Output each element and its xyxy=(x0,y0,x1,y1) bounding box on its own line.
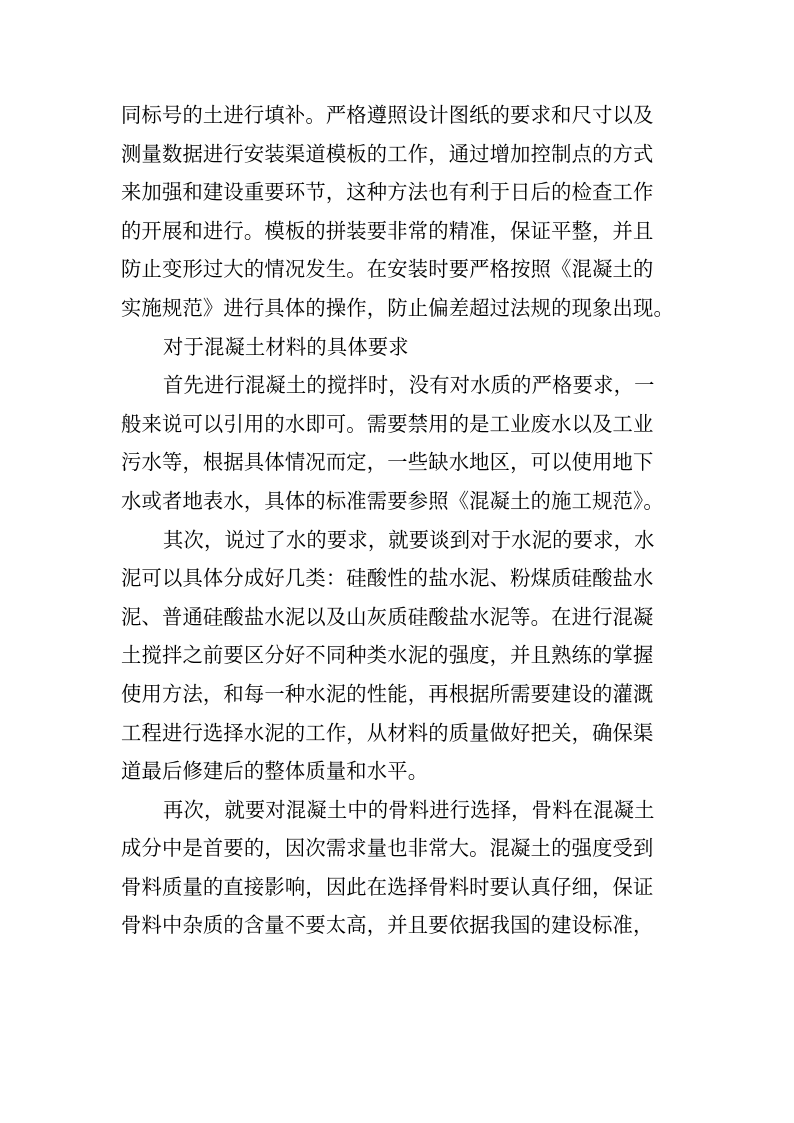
text-line: 般来说可以引用的水即可。需要禁用的是工业废水以及工业 xyxy=(121,411,654,436)
text-line: 再次，就要对混凝土中的骨料进行选择，骨料在混凝土 xyxy=(163,797,655,822)
text-line: 泥可以具体分成好几类：硅酸性的盐水泥、粉煤质硅酸盐水 xyxy=(121,566,654,591)
text-line: 成分中是首要的，因次需求量也非常大。混凝土的强度受到 xyxy=(121,836,654,861)
text-line: 骨料质量的直接影响，因此在选择骨料时要认真仔细，保证 xyxy=(121,874,654,899)
text-line: 的开展和进行。模板的拼装要非常的精准，保证平整，并且 xyxy=(121,218,654,243)
text-line: 来加强和建设重要环节，这种方法也有利于日后的检查工作 xyxy=(121,180,654,205)
text-line: 防止变形过大的情况发生。在安装时要严格按照《混凝土的 xyxy=(121,257,654,282)
text-line: 道最后修建后的整体质量和水平。 xyxy=(121,759,429,784)
text-line: 土搅拌之前要区分好不同种类水泥的强度，并且熟练的掌握 xyxy=(121,643,654,668)
text-line: 实施规范》进行具体的操作，防止偏差超过法规的现象出现。 xyxy=(121,295,674,320)
text-line: 使用方法，和每一种水泥的性能，再根据所需要建设的灌溉 xyxy=(121,681,654,706)
text-line: 泥、普通硅酸盐水泥以及山灰质硅酸盐水泥等。在进行混凝 xyxy=(121,604,654,629)
text-line: 工程进行选择水泥的工作，从材料的质量做好把关，确保渠 xyxy=(121,720,654,745)
text-line: 同标号的土进行填补。严格遵照设计图纸的要求和尺寸以及 xyxy=(121,103,654,127)
text-line: 污水等，根据具体情况而定，一些缺水地区，可以使用地下 xyxy=(121,450,654,475)
text-line: 其次，说过了水的要求，就要谈到对于水泥的要求，水 xyxy=(163,527,655,552)
body-text xyxy=(121,96,691,945)
text-line: 骨料中杂质的含量不要太高，并且要依据我国的建设标准， xyxy=(121,913,654,938)
text-line: 首先进行混凝土的搅拌时，没有对水质的严格要求，一 xyxy=(163,373,655,398)
text-line: 测量数据进行安装渠道模板的工作，通过增加控制点的方式 xyxy=(121,141,654,166)
text-line: 水或者地表水，具体的标准需要参照《混凝土的施工规范》。 xyxy=(121,488,664,513)
text-line: 对于混凝土材料的具体要求 xyxy=(163,334,409,359)
